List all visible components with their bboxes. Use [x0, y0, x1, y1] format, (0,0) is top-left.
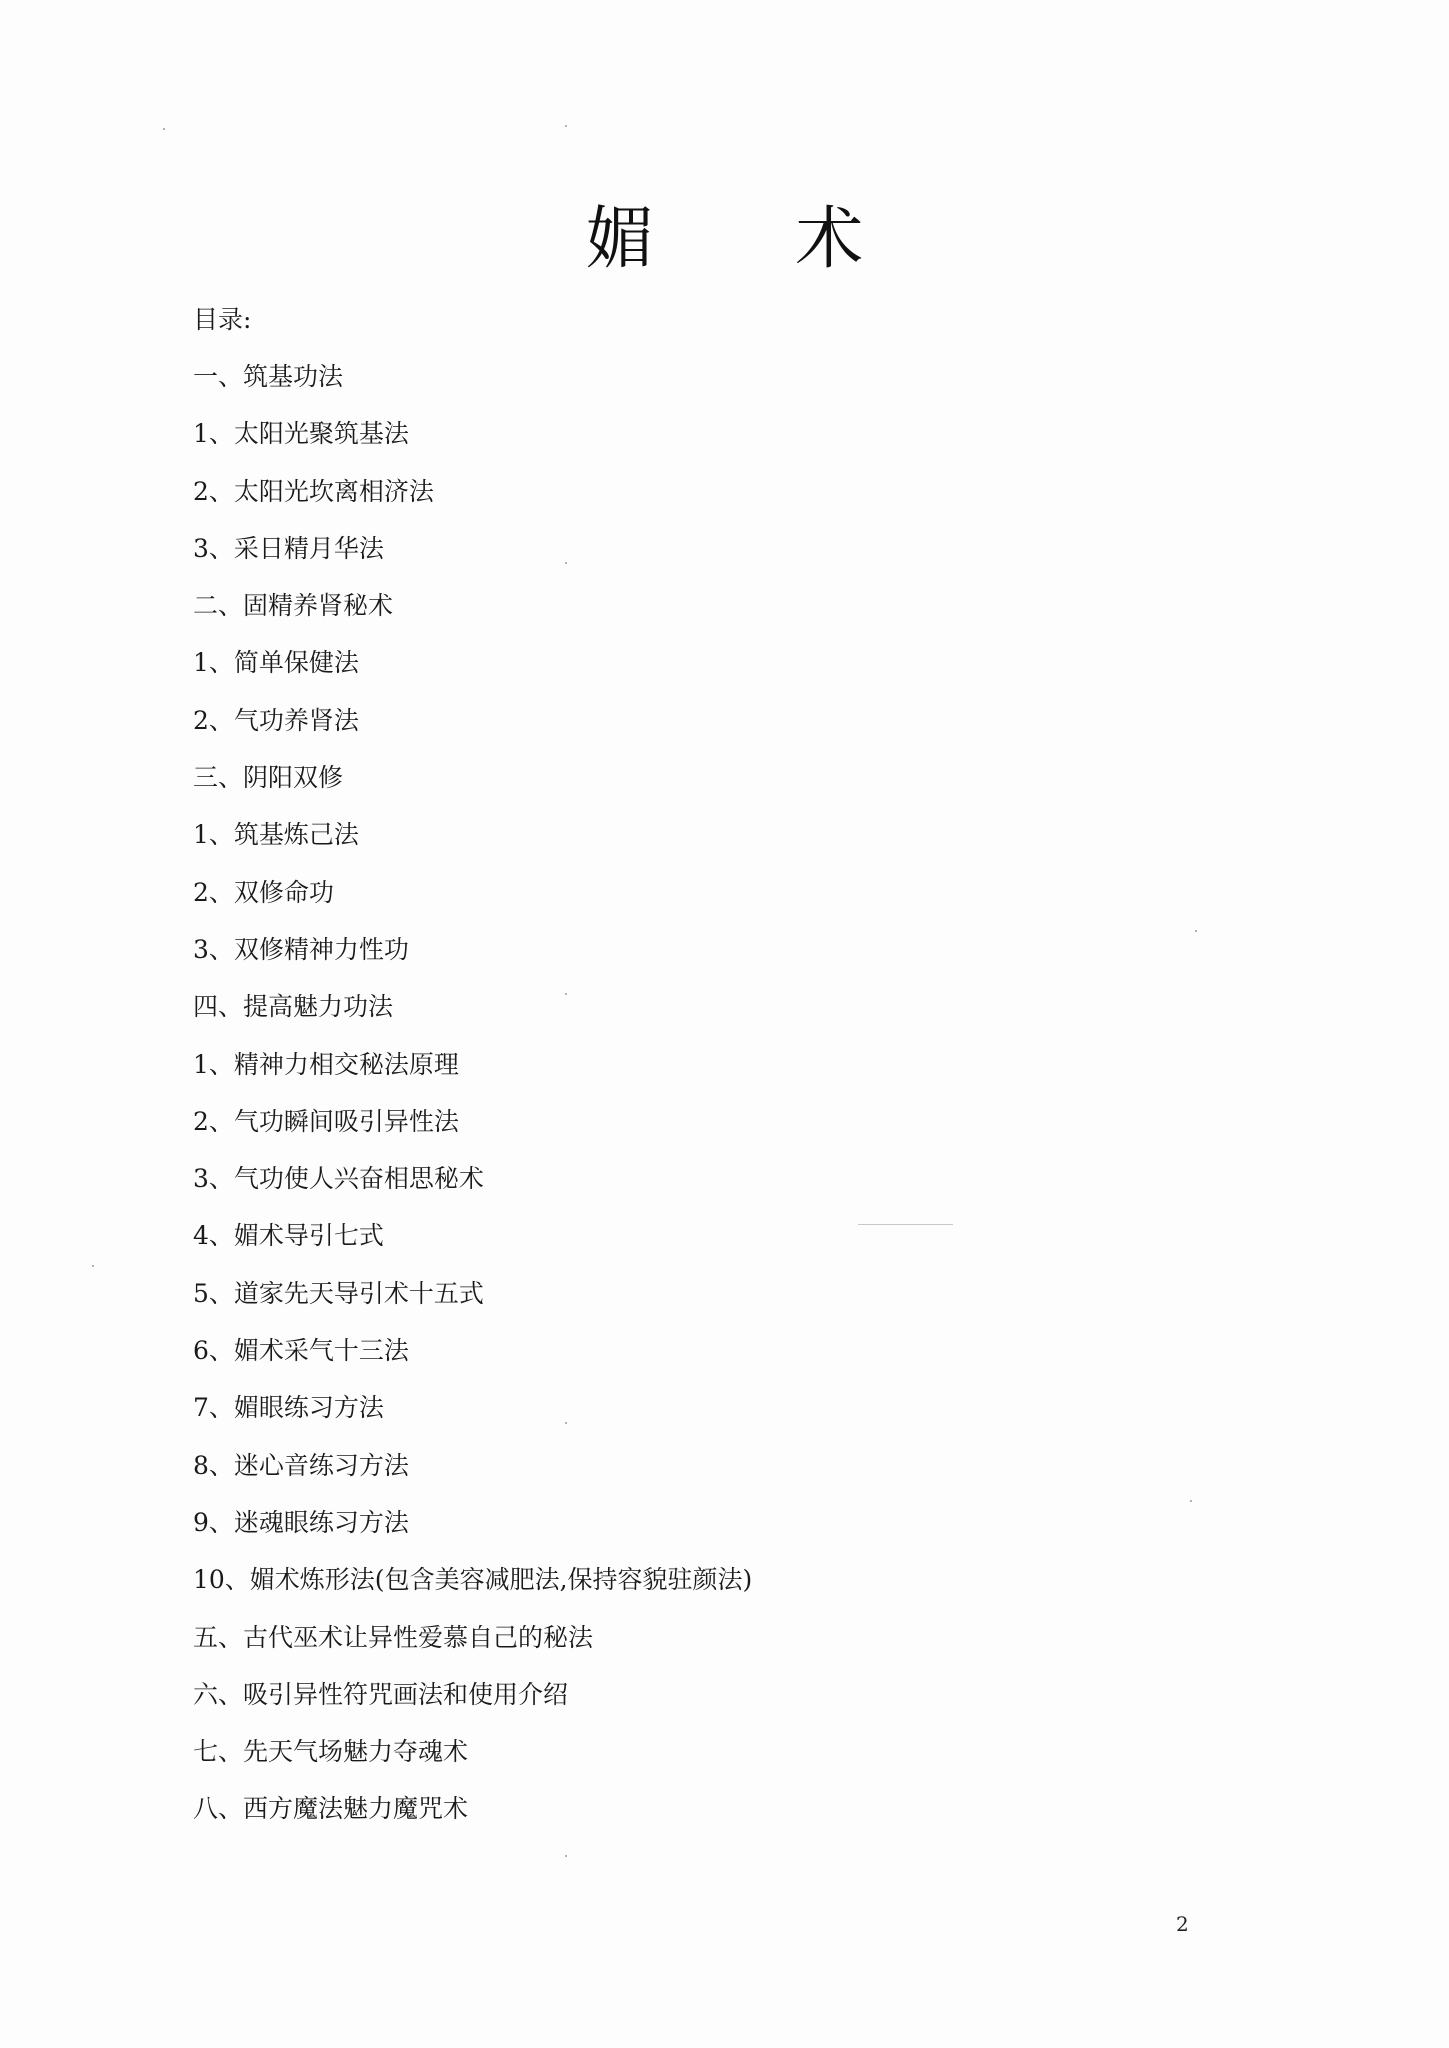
toc-item: 1、简单保健法	[193, 648, 359, 678]
toc-item: 五、古代巫术让异性爱慕自己的秘法	[193, 1622, 594, 1652]
toc-item: 1、精神力相交秘法原理	[193, 1049, 459, 1079]
page-number: 2	[1176, 1912, 1189, 1936]
scan-speck	[565, 562, 567, 564]
toc-item: 10、媚术炼形法(包含美容减肥法,保持容貌驻颜法)	[193, 1565, 753, 1595]
toc-heading: 目录:	[193, 305, 252, 334]
scan-speck	[1195, 930, 1197, 932]
toc-item: 1、太阳光聚筑基法	[193, 419, 409, 449]
toc-list	[193, 357, 1293, 1847]
table-of-contents	[193, 300, 1293, 1847]
scan-speck	[565, 125, 567, 127]
toc-item: 2、气功瞬间吸引异性法	[193, 1106, 459, 1136]
toc-item: 2、双修命功	[193, 877, 334, 907]
scan-speck	[163, 128, 165, 130]
toc-item: 8、迷心音练习方法	[193, 1450, 409, 1480]
toc-item: 四、提高魅力功法	[193, 992, 394, 1022]
toc-item: 7、媚眼练习方法	[193, 1393, 384, 1423]
toc-item: 1、筑基炼己法	[193, 820, 359, 850]
toc-item: 3、气功使人兴奋相思秘术	[193, 1164, 484, 1194]
document-title: 媚 术	[585, 200, 924, 279]
toc-item: 八、西方魔法魅力魔咒术	[193, 1794, 469, 1824]
toc-item: 2、气功养肾法	[193, 705, 359, 735]
toc-item: 七、先天气场魅力夺魂术	[193, 1737, 469, 1767]
toc-item: 4、媚术导引七式	[193, 1221, 384, 1251]
toc-item: 6、媚术采气十三法	[193, 1336, 409, 1366]
scan-speck	[92, 1265, 94, 1267]
scan-speck	[565, 1422, 567, 1424]
toc-item: 六、吸引异性符咒画法和使用介绍	[193, 1679, 569, 1709]
scan-speck	[1190, 1500, 1192, 1502]
scan-speck	[565, 1855, 567, 1857]
toc-item: 3、双修精神力性功	[193, 934, 409, 964]
toc-item: 二、固精养肾秘术	[193, 591, 394, 621]
scan-speck	[565, 993, 567, 995]
toc-item: 9、迷魂眼练习方法	[193, 1507, 409, 1537]
toc-item: 5、道家先天导引术十五式	[193, 1278, 484, 1308]
toc-item: 三、阴阳双修	[193, 763, 344, 793]
toc-item: 3、采日精月华法	[193, 533, 384, 563]
toc-item: 2、太阳光坎离相济法	[193, 476, 434, 506]
toc-item: 一、筑基功法	[193, 362, 344, 391]
scan-mark	[858, 1224, 953, 1225]
